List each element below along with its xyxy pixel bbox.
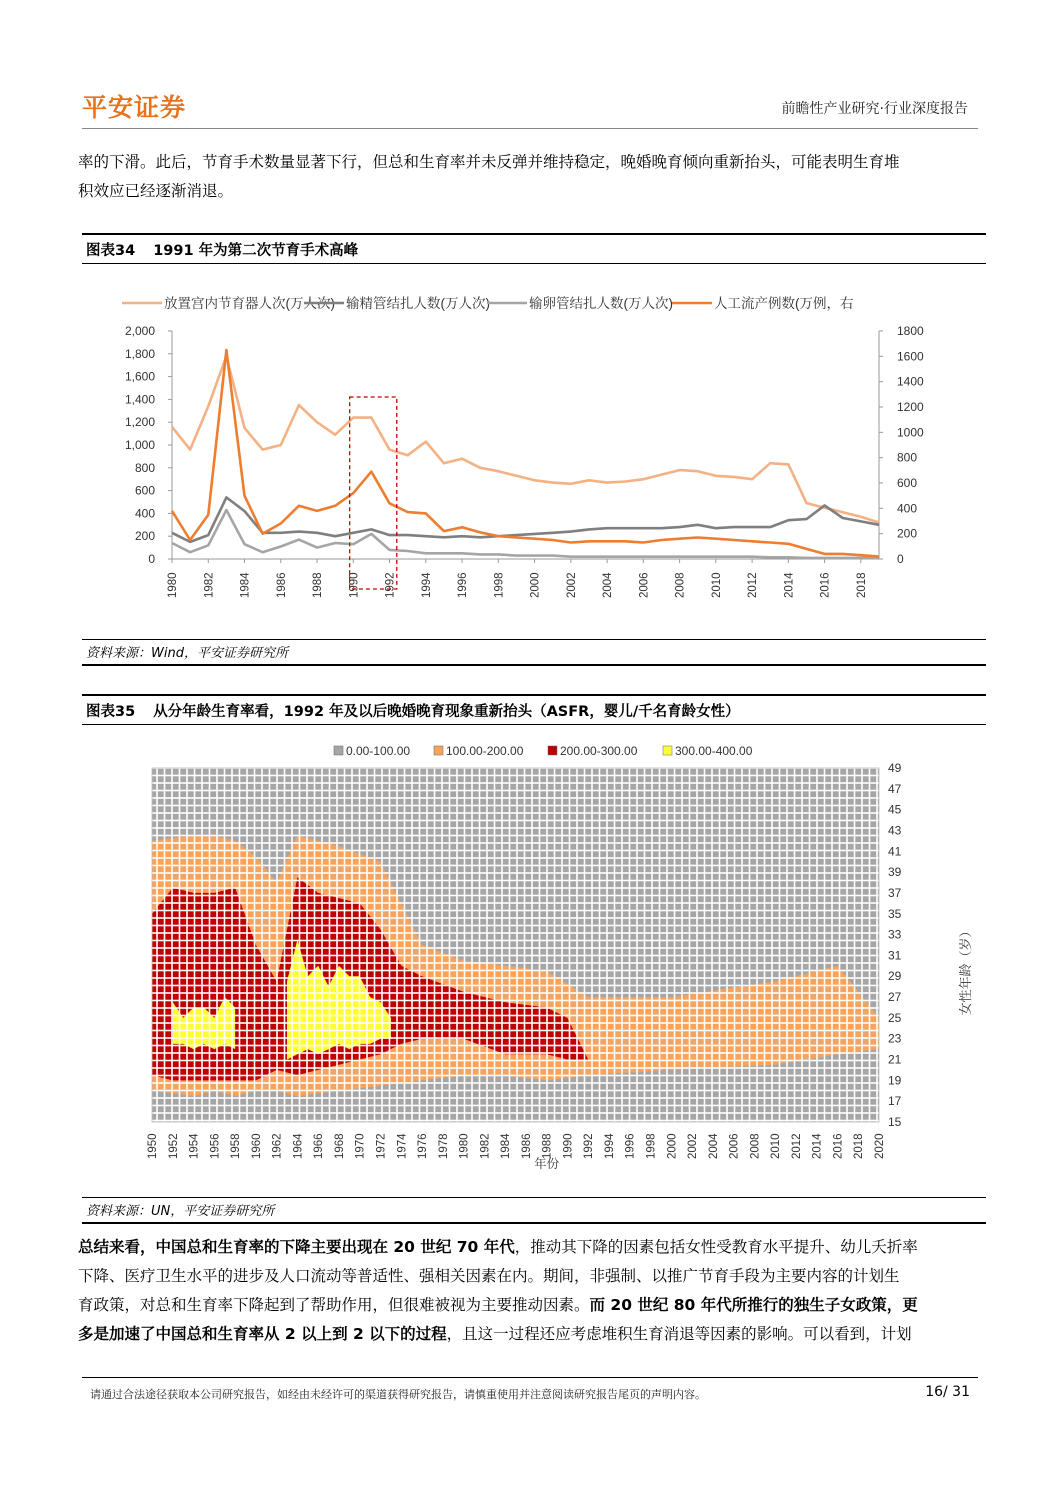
- x-tick-label: 2016: [819, 572, 832, 598]
- figure34-number: 图表34: [86, 243, 136, 259]
- legend-label-1: 输精管结扎人数(万人次): [346, 296, 490, 311]
- x-tick-label: 1962: [271, 1133, 284, 1159]
- x-tick-label: 1964: [292, 1133, 305, 1159]
- x-tick-label: 1996: [624, 1133, 637, 1159]
- conclusion-bold-4: 多是加速了中国总和生育率从 2 以上到 2 以下的过程: [78, 1325, 447, 1343]
- x-tick-label: 1998: [645, 1133, 658, 1159]
- y-tick-label: 23: [888, 1031, 902, 1046]
- x-tick-label: 1974: [396, 1133, 409, 1159]
- figure35-title: 从分年龄生育率看，1992 年及以后晚婚晚育现象重新抬头（ASFR，婴儿/千名育龄女性）: [153, 704, 740, 720]
- figure35-source: 资料来源：UN，平安证券研究所: [82, 1197, 986, 1224]
- x-tick-label: 2002: [565, 572, 578, 598]
- x-tick-label: 1958: [230, 1133, 243, 1159]
- y-axis-title: 女性年龄（岁）: [958, 924, 973, 1016]
- x-tick-label: 2002: [687, 1133, 700, 1159]
- x-tick-label: 2010: [770, 1133, 783, 1159]
- y-left-tick-label: 1,000: [124, 438, 155, 452]
- y-tick-label: 15: [888, 1115, 902, 1129]
- x-tick-label: 1970: [354, 1133, 367, 1159]
- conclusion-bold-1: 总结来看，中国总和生育率的下降主要出现在 20 世纪 70 年代: [78, 1238, 515, 1256]
- x-tick-label: 1966: [313, 1133, 326, 1159]
- y-tick-label: 25: [888, 1010, 902, 1025]
- conclusion-text-4: ，且这一过程还应考虑堆积生育消退等因素的影响。可以看到，计划: [446, 1325, 912, 1343]
- y-tick-label: 39: [888, 865, 902, 880]
- y-tick-label: 47: [888, 781, 902, 796]
- y-left-tick-label: 1,200: [124, 415, 155, 430]
- x-tick-label: 2012: [790, 1133, 803, 1159]
- x-tick-label: 1988: [541, 1133, 554, 1159]
- figure34-source: 资料来源：Wind，平安证券研究所: [82, 639, 986, 666]
- legend-label-2: 200.00-300.00: [560, 744, 638, 758]
- y-tick-label: 33: [888, 927, 902, 942]
- x-tick-label: 1994: [420, 572, 433, 598]
- y-right-tick-label: 600: [897, 476, 918, 490]
- x-tick-label: 2006: [728, 1133, 741, 1159]
- legend-label-1: 100.00-200.00: [446, 744, 524, 758]
- x-tick-label: 1986: [275, 572, 288, 598]
- y-right-tick-label: 0: [897, 552, 904, 566]
- intro-paragraph: [78, 148, 988, 206]
- intro-line-2: 积效应已经逐渐消退。: [78, 182, 234, 200]
- y-left-tick-label: 0: [148, 552, 155, 566]
- x-tick-label: 1984: [500, 1133, 513, 1159]
- x-tick-label: 2008: [674, 572, 687, 598]
- x-tick-label: 2014: [811, 1133, 824, 1159]
- y-right-tick-label: 1600: [897, 349, 924, 364]
- y-tick-label: 49: [888, 761, 902, 775]
- conclusion-line-1: [78, 1233, 988, 1262]
- x-tick-label: 1982: [203, 572, 216, 598]
- y-right-tick-label: 1400: [897, 374, 924, 389]
- y-right-tick-label: 1200: [897, 400, 924, 414]
- report-type: 前瞻性产业研究·行业深度报告: [781, 101, 968, 117]
- y-tick-label: 37: [888, 885, 902, 900]
- brand-logo: 平安证券: [82, 93, 187, 122]
- x-tick-label: 1986: [520, 1133, 533, 1159]
- grid-overlay: [152, 768, 879, 1122]
- x-tick-label: 1972: [375, 1133, 388, 1159]
- figure34-title: 1991 年为第二次节育手术高峰: [153, 243, 359, 259]
- figure35-heatmap-chart: [82, 738, 978, 1196]
- x-tick-label: 1990: [562, 1133, 575, 1159]
- y-tick-label: 19: [888, 1073, 902, 1088]
- x-tick-label: 2014: [783, 572, 796, 598]
- x-tick-label: 1956: [209, 1133, 222, 1159]
- x-tick-label: 2020: [874, 1133, 886, 1159]
- y-tick-label: 35: [888, 906, 902, 921]
- x-tick-label: 1976: [417, 1133, 430, 1159]
- legend-label-0: 放置宫内节育器人次(万人次): [164, 296, 335, 311]
- y-tick-label: 17: [888, 1094, 902, 1109]
- legend-label-2: 输卵管结扎人数(万人次): [529, 296, 673, 311]
- x-tick-label: 1952: [167, 1133, 180, 1159]
- page-number: 16/ 31: [925, 1384, 970, 1400]
- x-tick-label: 2008: [749, 1133, 762, 1159]
- x-tick-label: 2004: [602, 572, 615, 598]
- y-left-tick-label: 2,000: [124, 324, 155, 338]
- x-tick-label: 2010: [710, 572, 723, 598]
- y-right-tick-label: 1000: [897, 425, 924, 440]
- x-tick-label: 1980: [458, 1133, 471, 1159]
- x-tick-label: 2016: [832, 1133, 845, 1159]
- x-tick-label: 1994: [603, 1133, 616, 1159]
- x-tick-label: 1968: [333, 1133, 346, 1159]
- x-tick-label: 1998: [493, 572, 506, 598]
- legend-swatch-1: [434, 746, 443, 755]
- x-tick-label: 1954: [188, 1133, 201, 1159]
- y-tick-label: 31: [888, 948, 902, 963]
- figure34-line-chart: [82, 280, 978, 635]
- x-tick-label: 1980: [167, 572, 179, 598]
- x-tick-label: 1950: [147, 1133, 159, 1159]
- intro-line-1: 率的下滑。此后，节育手术数量显著下行，但总和生育率并未反弹并维持稳定，晚婚晚育倾向重新抬头，可能表明生育堆: [78, 153, 900, 171]
- x-tick-label: 1996: [457, 572, 470, 598]
- legend-swatch-2: [548, 746, 557, 755]
- series-line-1: [172, 497, 879, 542]
- conclusion-text-3: 育政策，对总和生育率下降起到了帮助作用，但很难被视为主要推动因素。: [78, 1296, 590, 1314]
- x-tick-label: 1992: [384, 572, 397, 598]
- x-tick-label: 1960: [250, 1133, 263, 1159]
- y-right-tick-label: 400: [897, 501, 918, 516]
- y-right-tick-label: 800: [897, 450, 918, 465]
- y-tick-label: 29: [888, 969, 902, 984]
- conclusion-line-4: [78, 1320, 988, 1349]
- x-tick-label: 2000: [529, 572, 542, 598]
- x-tick-label: 2004: [707, 1133, 720, 1159]
- y-left-tick-label: 1,800: [124, 346, 155, 361]
- y-tick-label: 21: [888, 1052, 902, 1067]
- y-right-tick-label: 200: [897, 526, 918, 541]
- x-tick-label: 2018: [855, 572, 868, 598]
- legend-swatch-3: [663, 746, 672, 755]
- y-tick-label: 43: [888, 823, 902, 838]
- x-tick-label: 2006: [638, 572, 651, 598]
- legend-label-3: 300.00-400.00: [675, 744, 753, 758]
- y-left-tick-label: 600: [134, 483, 155, 498]
- legend-swatch-0: [334, 746, 343, 755]
- conclusion-line-2: 下降、医疗卫生水平的进步及人口流动等普适性、强相关因素在内。期间，非强制、以推广节育手段为主要内容的计划生: [78, 1267, 900, 1285]
- x-tick-label: 1992: [583, 1133, 596, 1159]
- y-right-tick-label: 1800: [897, 324, 924, 338]
- x-tick-label: 1990: [348, 572, 361, 598]
- x-tick-label: 1984: [239, 572, 252, 598]
- legend-label-0: 0.00-100.00: [346, 744, 411, 758]
- y-left-tick-label: 400: [134, 506, 155, 521]
- x-tick-label: 1982: [479, 1133, 492, 1159]
- figure34-title-bar: [82, 233, 986, 264]
- y-tick-label: 45: [888, 802, 902, 817]
- y-left-tick-label: 800: [134, 460, 155, 475]
- x-tick-label: 1978: [437, 1133, 450, 1159]
- y-left-tick-label: 1,400: [124, 392, 155, 407]
- y-left-tick-label: 200: [134, 529, 155, 544]
- y-tick-label: 27: [888, 990, 902, 1005]
- x-tick-label: 2012: [747, 572, 760, 598]
- footer-divider: [82, 1377, 978, 1378]
- legend-label-3: 人工流产例数(万例，右: [714, 296, 854, 311]
- conclusion-bold-3: 而 20 世纪 80 年代所推行的独生子女政策，更: [589, 1296, 918, 1314]
- footer-disclaimer: 请通过合法途径获取本公司研究报告，如经由未经许可的渠道获得研究报告，请慎重使用并注意阅读研究报告尾页的声明内容。: [90, 1388, 706, 1401]
- x-axis-title: 年份: [534, 1157, 560, 1171]
- conclusion-line-3: [78, 1291, 988, 1320]
- header-divider: [82, 128, 978, 129]
- y-left-tick-label: 1,600: [124, 369, 155, 384]
- x-tick-label: 1988: [312, 572, 325, 598]
- y-tick-label: 41: [888, 844, 902, 859]
- series-line-0: [172, 356, 879, 522]
- x-tick-label: 2000: [666, 1133, 679, 1159]
- figure35-number: 图表35: [86, 704, 136, 720]
- figure35-title-bar: [82, 694, 986, 725]
- conclusion-paragraph: [78, 1233, 988, 1349]
- x-tick-label: 2018: [853, 1133, 866, 1159]
- conclusion-text-1: ，推动其下降的因素包括女性受教育水平提升、幼儿夭折率: [514, 1238, 918, 1256]
